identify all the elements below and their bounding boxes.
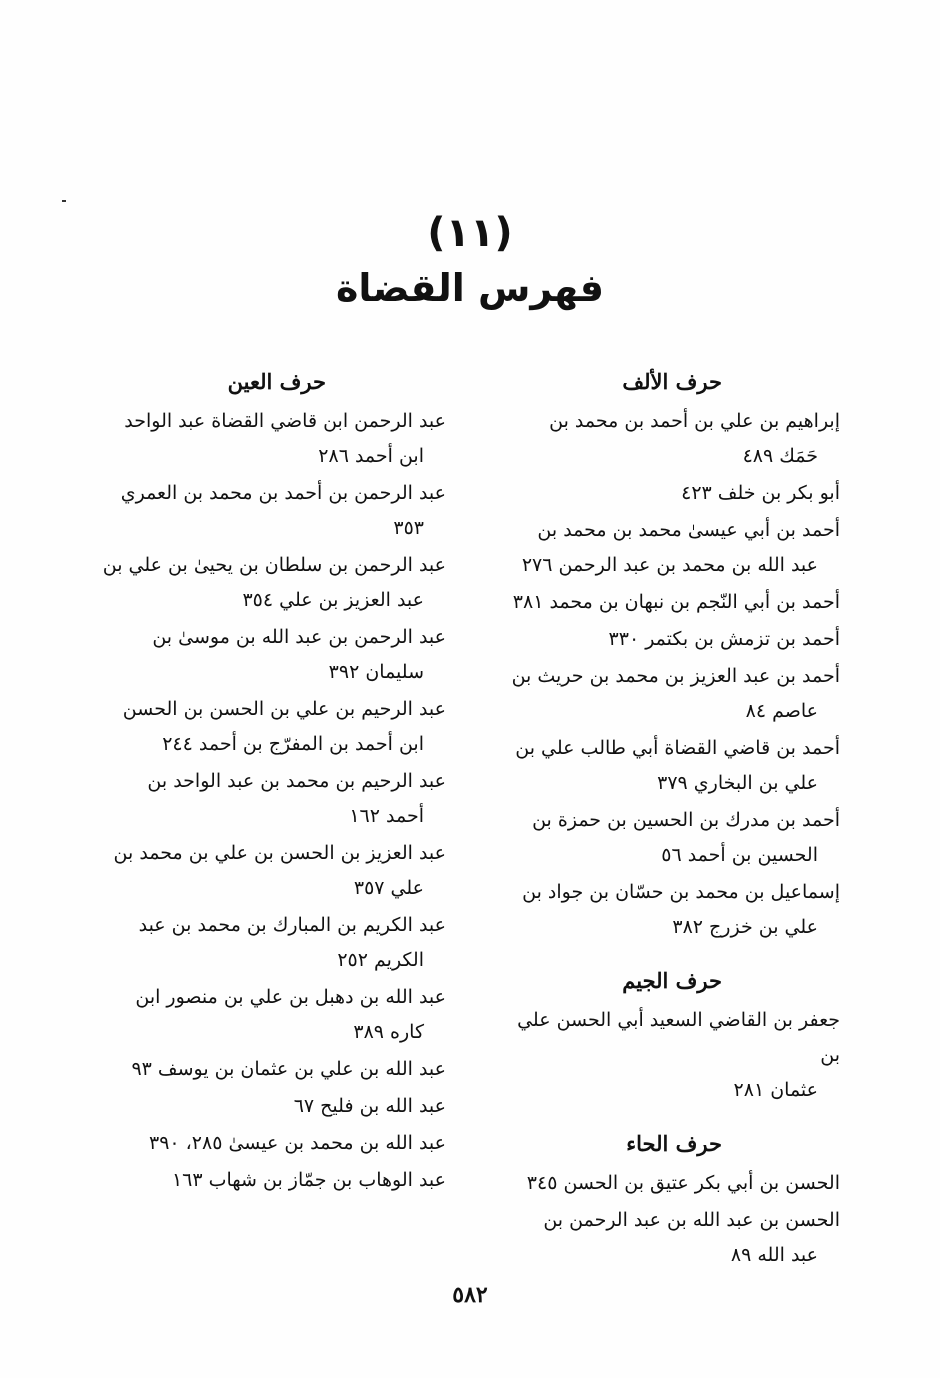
- entry-continuation: عبد العزيز بن علي ٣٥٤: [242, 589, 424, 611]
- entry-continuation: ٣٥٣: [393, 517, 424, 539]
- entry-line: إبراهيم بن علي بن أحمد بن محمد بن: [549, 410, 840, 432]
- entry-continuation: حَمَك ٤٨٩: [742, 445, 818, 467]
- entry-line: أحمد بن مدرك بن الحسين بن حمزة بن: [532, 809, 840, 831]
- index-entry: [96, 476, 446, 546]
- entry-line: جعفر بن القاضي السعيد أبي الحسن علي بن: [517, 1009, 840, 1066]
- entry-continuation: سليمان ٣٩٢: [328, 661, 424, 683]
- entry-line: أحمد بن عبد العزيز بن محمد بن حريث بن: [511, 665, 840, 687]
- index-entry: [96, 836, 446, 906]
- left-column: [96, 360, 446, 1200]
- entry-line: أحمد بن تزمش بن بكتمر ٣٣٠: [608, 628, 840, 650]
- entry-continuation: عثمان ٢٨١: [733, 1079, 818, 1101]
- entry-line: عبد الله بن علي بن عثمان بن يوسف ٩٣: [131, 1058, 446, 1080]
- section-heading-ha: حرف الحاء: [626, 1131, 722, 1156]
- index-entry: [494, 622, 840, 657]
- index-entry: [96, 764, 446, 834]
- section-heading-jim: حرف الجيم: [622, 968, 722, 993]
- section-jim-entries: [494, 1003, 840, 1108]
- entry-continuation: عاصم ٨٤: [745, 700, 818, 722]
- entry-continuation: علي ٣٥٧: [353, 877, 424, 899]
- entry-line: عبد الله بن محمد بن عيسىٰ ٢٨٥، ٣٩٠: [148, 1132, 446, 1154]
- page-title: فهرس القضاة: [335, 266, 605, 310]
- index-entry: [494, 1003, 840, 1108]
- index-entry: [96, 1089, 446, 1124]
- index-entry: [494, 404, 840, 474]
- index-entry: [96, 692, 446, 762]
- entry-line: أبو بكر بن خلف ٤٢٣: [681, 482, 840, 504]
- entry-line: عبد الوهاب بن جمّاز بن شهاب ١٦٣: [171, 1169, 446, 1191]
- print-speck: [62, 200, 66, 202]
- entry-continuation: ابن أحمد ٢٨٦: [318, 445, 424, 467]
- section-heading-alif: حرف الألف: [622, 369, 722, 394]
- section-alif-entries: [494, 404, 840, 945]
- index-entry: [96, 1052, 446, 1087]
- index-entry: [96, 980, 446, 1050]
- index-entry: [494, 585, 840, 620]
- entry-line: إسماعيل بن محمد بن حسّان بن جواد بن: [522, 881, 840, 903]
- entry-line: عبد الرحمن ابن قاضي القضاة عبد الواحد: [124, 410, 446, 432]
- index-number: (١١): [427, 210, 513, 256]
- entry-line: عبد الرحمن بن أحمد بن محمد بن العمري: [120, 482, 446, 504]
- index-entry: [494, 659, 840, 729]
- entry-continuation: علي بن خزرج ٣٨٢: [672, 916, 818, 938]
- section-ayn-entries: [96, 404, 446, 1198]
- entry-continuation: عبد الله ٨٩: [730, 1244, 818, 1266]
- entry-line: عبد الله بن فليح ٦٧: [293, 1095, 446, 1117]
- entry-continuation: الحسين بن أحمد ٥٦: [661, 844, 818, 866]
- entry-line: الحسن بن أبي بكر عتيق بن الحسن ٣٤٥: [526, 1172, 840, 1194]
- index-entry: [96, 404, 446, 474]
- entry-line: أحمد بن أبي عيسىٰ محمد بن محمد بن: [537, 519, 840, 541]
- entry-line: عبد الرحمن بن سلطان بن يحيىٰ بن علي بن: [102, 554, 446, 576]
- entry-continuation: عبد الله بن محمد بن عبد الرحمن ٢٧٦: [521, 554, 818, 576]
- index-entry: [96, 1126, 446, 1161]
- entry-continuation: علي بن البخاري ٣٧٩: [657, 772, 818, 794]
- index-entry: [96, 548, 446, 618]
- entry-continuation: الكريم ٢٥٢: [337, 949, 424, 971]
- entry-line: عبد الرحيم بن محمد بن عبد الواحد بن: [147, 770, 446, 792]
- index-entry: [96, 620, 446, 690]
- page-number: ٥٨٢: [452, 1282, 488, 1308]
- section-heading-ayn: حرف العين: [227, 369, 326, 394]
- entry-continuation: أحمد ١٦٢: [349, 805, 424, 827]
- index-entry: [96, 1163, 446, 1198]
- index-entry: [494, 1166, 840, 1201]
- entry-line: عبد العزيز بن الحسن بن علي بن محمد بن: [113, 842, 446, 864]
- index-entry: [96, 908, 446, 978]
- entry-line: عبد الله بن دهبل بن علي بن منصور ابن: [135, 986, 446, 1008]
- index-entry: [494, 1203, 840, 1273]
- entry-continuation: ابن أحمد بن المفرّج بن أحمد ٢٤٤: [162, 733, 424, 755]
- entry-line: عبد الكريم بن المبارك بن محمد بن عبد: [138, 914, 446, 936]
- index-entry: [494, 731, 840, 801]
- entry-continuation: كاره ٣٨٩: [353, 1021, 424, 1043]
- index-entry: [494, 513, 840, 583]
- index-entry: [494, 803, 840, 873]
- index-entry: [494, 476, 840, 511]
- entry-line: عبد الرحيم بن علي بن الحسن بن الحسن: [122, 698, 446, 720]
- right-column: [494, 360, 840, 1275]
- spacer: [494, 1110, 840, 1122]
- entry-line: عبد الرحمن بن عبد الله بن موسىٰ بن: [152, 626, 446, 648]
- spacer: [494, 947, 840, 959]
- entry-line: أحمد بن أبي النّجم بن نبهان بن محمد ٣٨١: [512, 591, 840, 613]
- entry-line: أحمد بن قاضي القضاة أبي طالب علي بن: [515, 737, 840, 759]
- entry-line: الحسن بن عبد الله بن عبد الرحمن بن: [543, 1209, 840, 1231]
- index-entry: [494, 875, 840, 945]
- section-ha-entries: [494, 1166, 840, 1273]
